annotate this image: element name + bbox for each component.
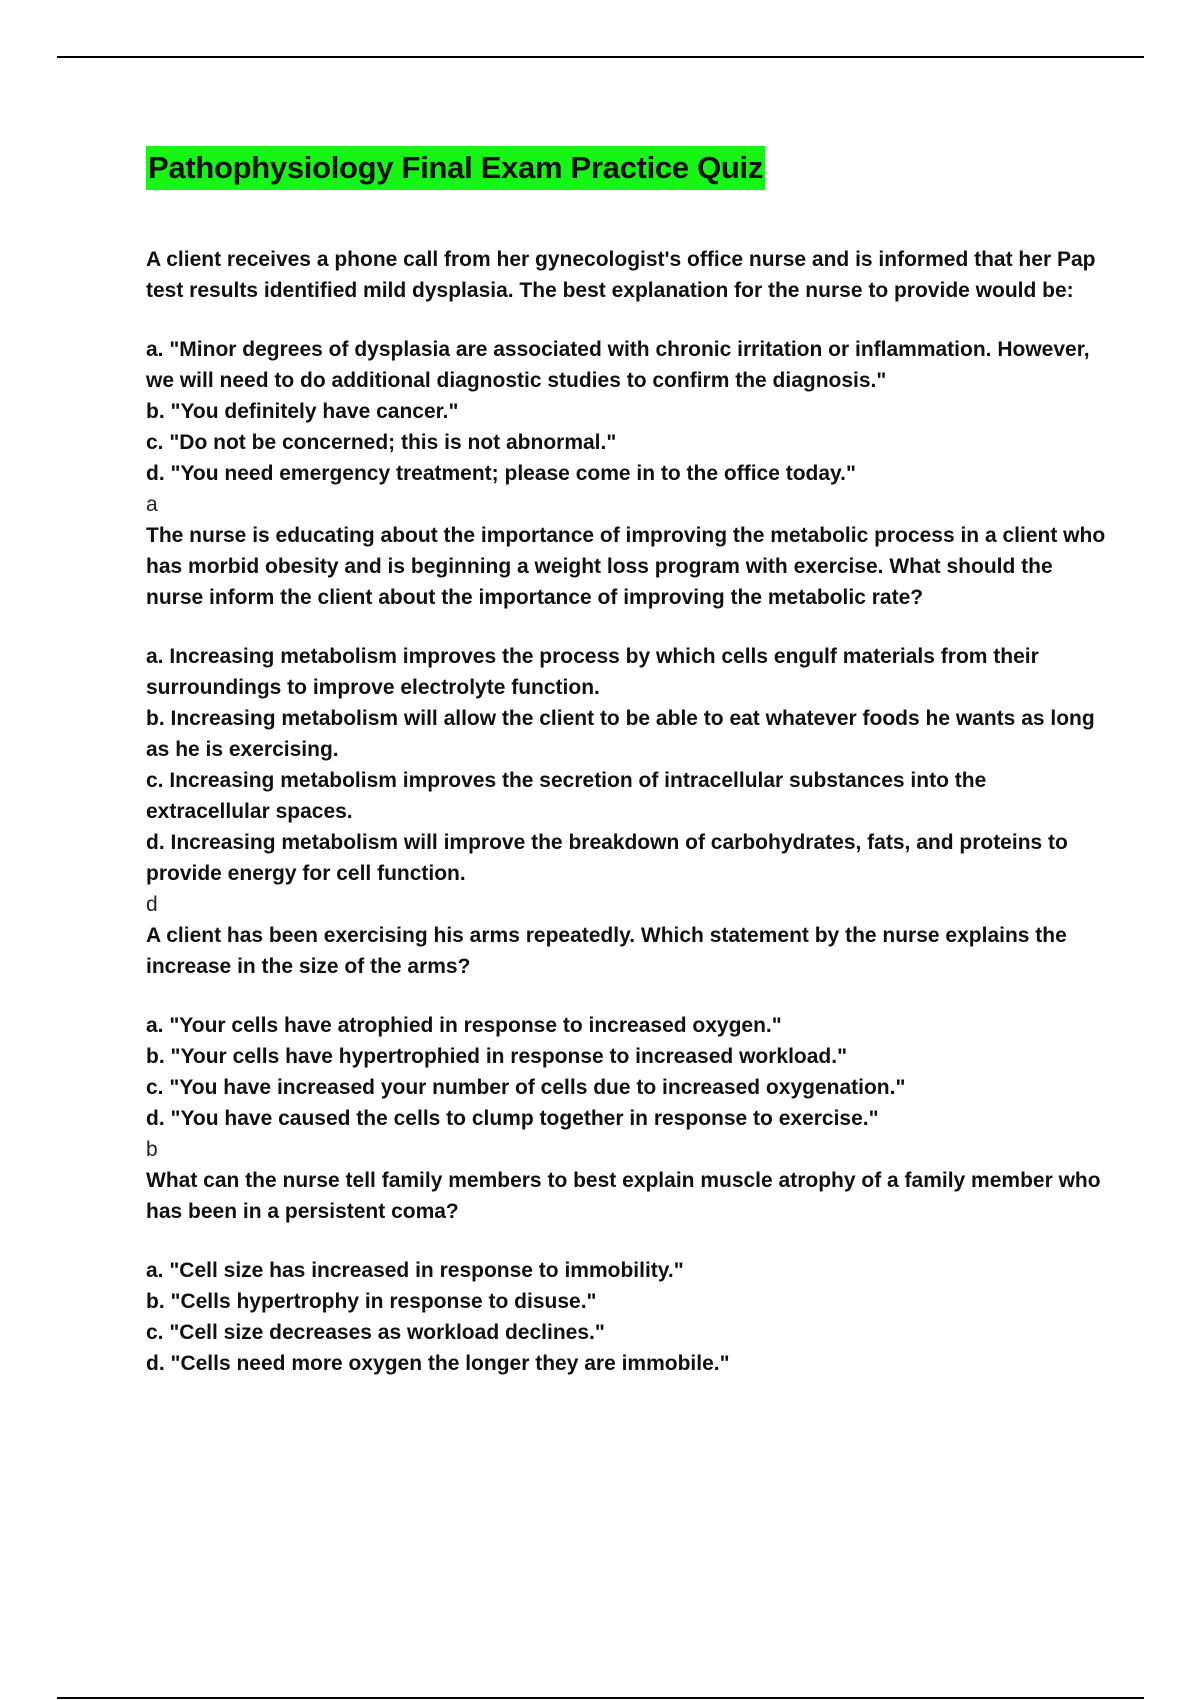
answer-option: a. "Cell size has increased in response to immobility." — [146, 1259, 684, 1282]
question-text: A client has been exercising his arms repeatedly. Which statement by the nurse explains the increase in the size of the arms? — [146, 924, 1067, 978]
answer-option: d. Increasing metabolism will improve the breakdown of carbohydrates, fats, and proteins to provide energy for cell function. — [146, 831, 1068, 885]
answer-key: d — [146, 893, 158, 916]
answer-option: a. Increasing metabolism improves the process by which cells engulf materials from their surroundings to improve electrolyte function. — [146, 645, 1039, 699]
question-text: The nurse is educating about the importance of improving the metabolic process in a client who has morbid obesity and is beginning a weight loss program with exercise. What should the nurse inform the client about the importance of improving the metabolic rate? — [146, 524, 1106, 609]
question-text: What can the nurse tell family members to best explain muscle atrophy of a family member who has been in a persistent coma? — [146, 1169, 1101, 1223]
question-text: A client receives a phone call from her gynecologist's office nurse and is informed that her Pap test results identified mild dysplasia. The best explanation for the nurse to provide would be: — [146, 248, 1096, 302]
answer-option: a. "Your cells have atrophied in response to increased oxygen." — [146, 1014, 782, 1037]
question-block — [146, 1165, 1106, 1379]
question-block — [146, 920, 1106, 1165]
answer-option: d. "You have caused the cells to clump together in response to exercise." — [146, 1107, 879, 1130]
answer-option: b. "Your cells have hypertrophied in response to increased workload." — [146, 1045, 848, 1068]
top-rule — [57, 56, 1144, 58]
answer-option: c. Increasing metabolism improves the secretion of intracellular substances into the extracellular spaces. — [146, 769, 987, 823]
answer-option: c. "Cell size decreases as workload declines." — [146, 1321, 605, 1344]
answer-option: b. "Cells hypertrophy in response to disuse." — [146, 1290, 597, 1313]
answer-option: d. "Cells need more oxygen the longer they are immobile." — [146, 1352, 730, 1375]
answer-option: d. "You need emergency treatment; please come in to the office today." — [146, 462, 856, 485]
answer-option: b. Increasing metabolism will allow the client to be able to eat whatever foods he wants as long as he is exercising. — [146, 707, 1095, 761]
answer-option: c. "You have increased your number of cells due to increased oxygenation." — [146, 1076, 906, 1099]
page-content — [146, 146, 1106, 1379]
answer-option: a. "Minor degrees of dysplasia are associated with chronic irritation or inflammation. However, we will need to do additional diagnostic studies to confirm the diagnosis." — [146, 338, 1090, 392]
bottom-rule — [57, 1697, 1144, 1699]
answer-option: c. "Do not be concerned; this is not abnormal." — [146, 431, 617, 454]
answer-key: b — [146, 1138, 158, 1161]
question-block — [146, 520, 1106, 920]
question-block — [146, 244, 1106, 520]
answer-option: b. "You definitely have cancer." — [146, 400, 459, 423]
answer-key: a — [146, 493, 158, 516]
page-title: Pathophysiology Final Exam Practice Quiz — [146, 146, 765, 190]
